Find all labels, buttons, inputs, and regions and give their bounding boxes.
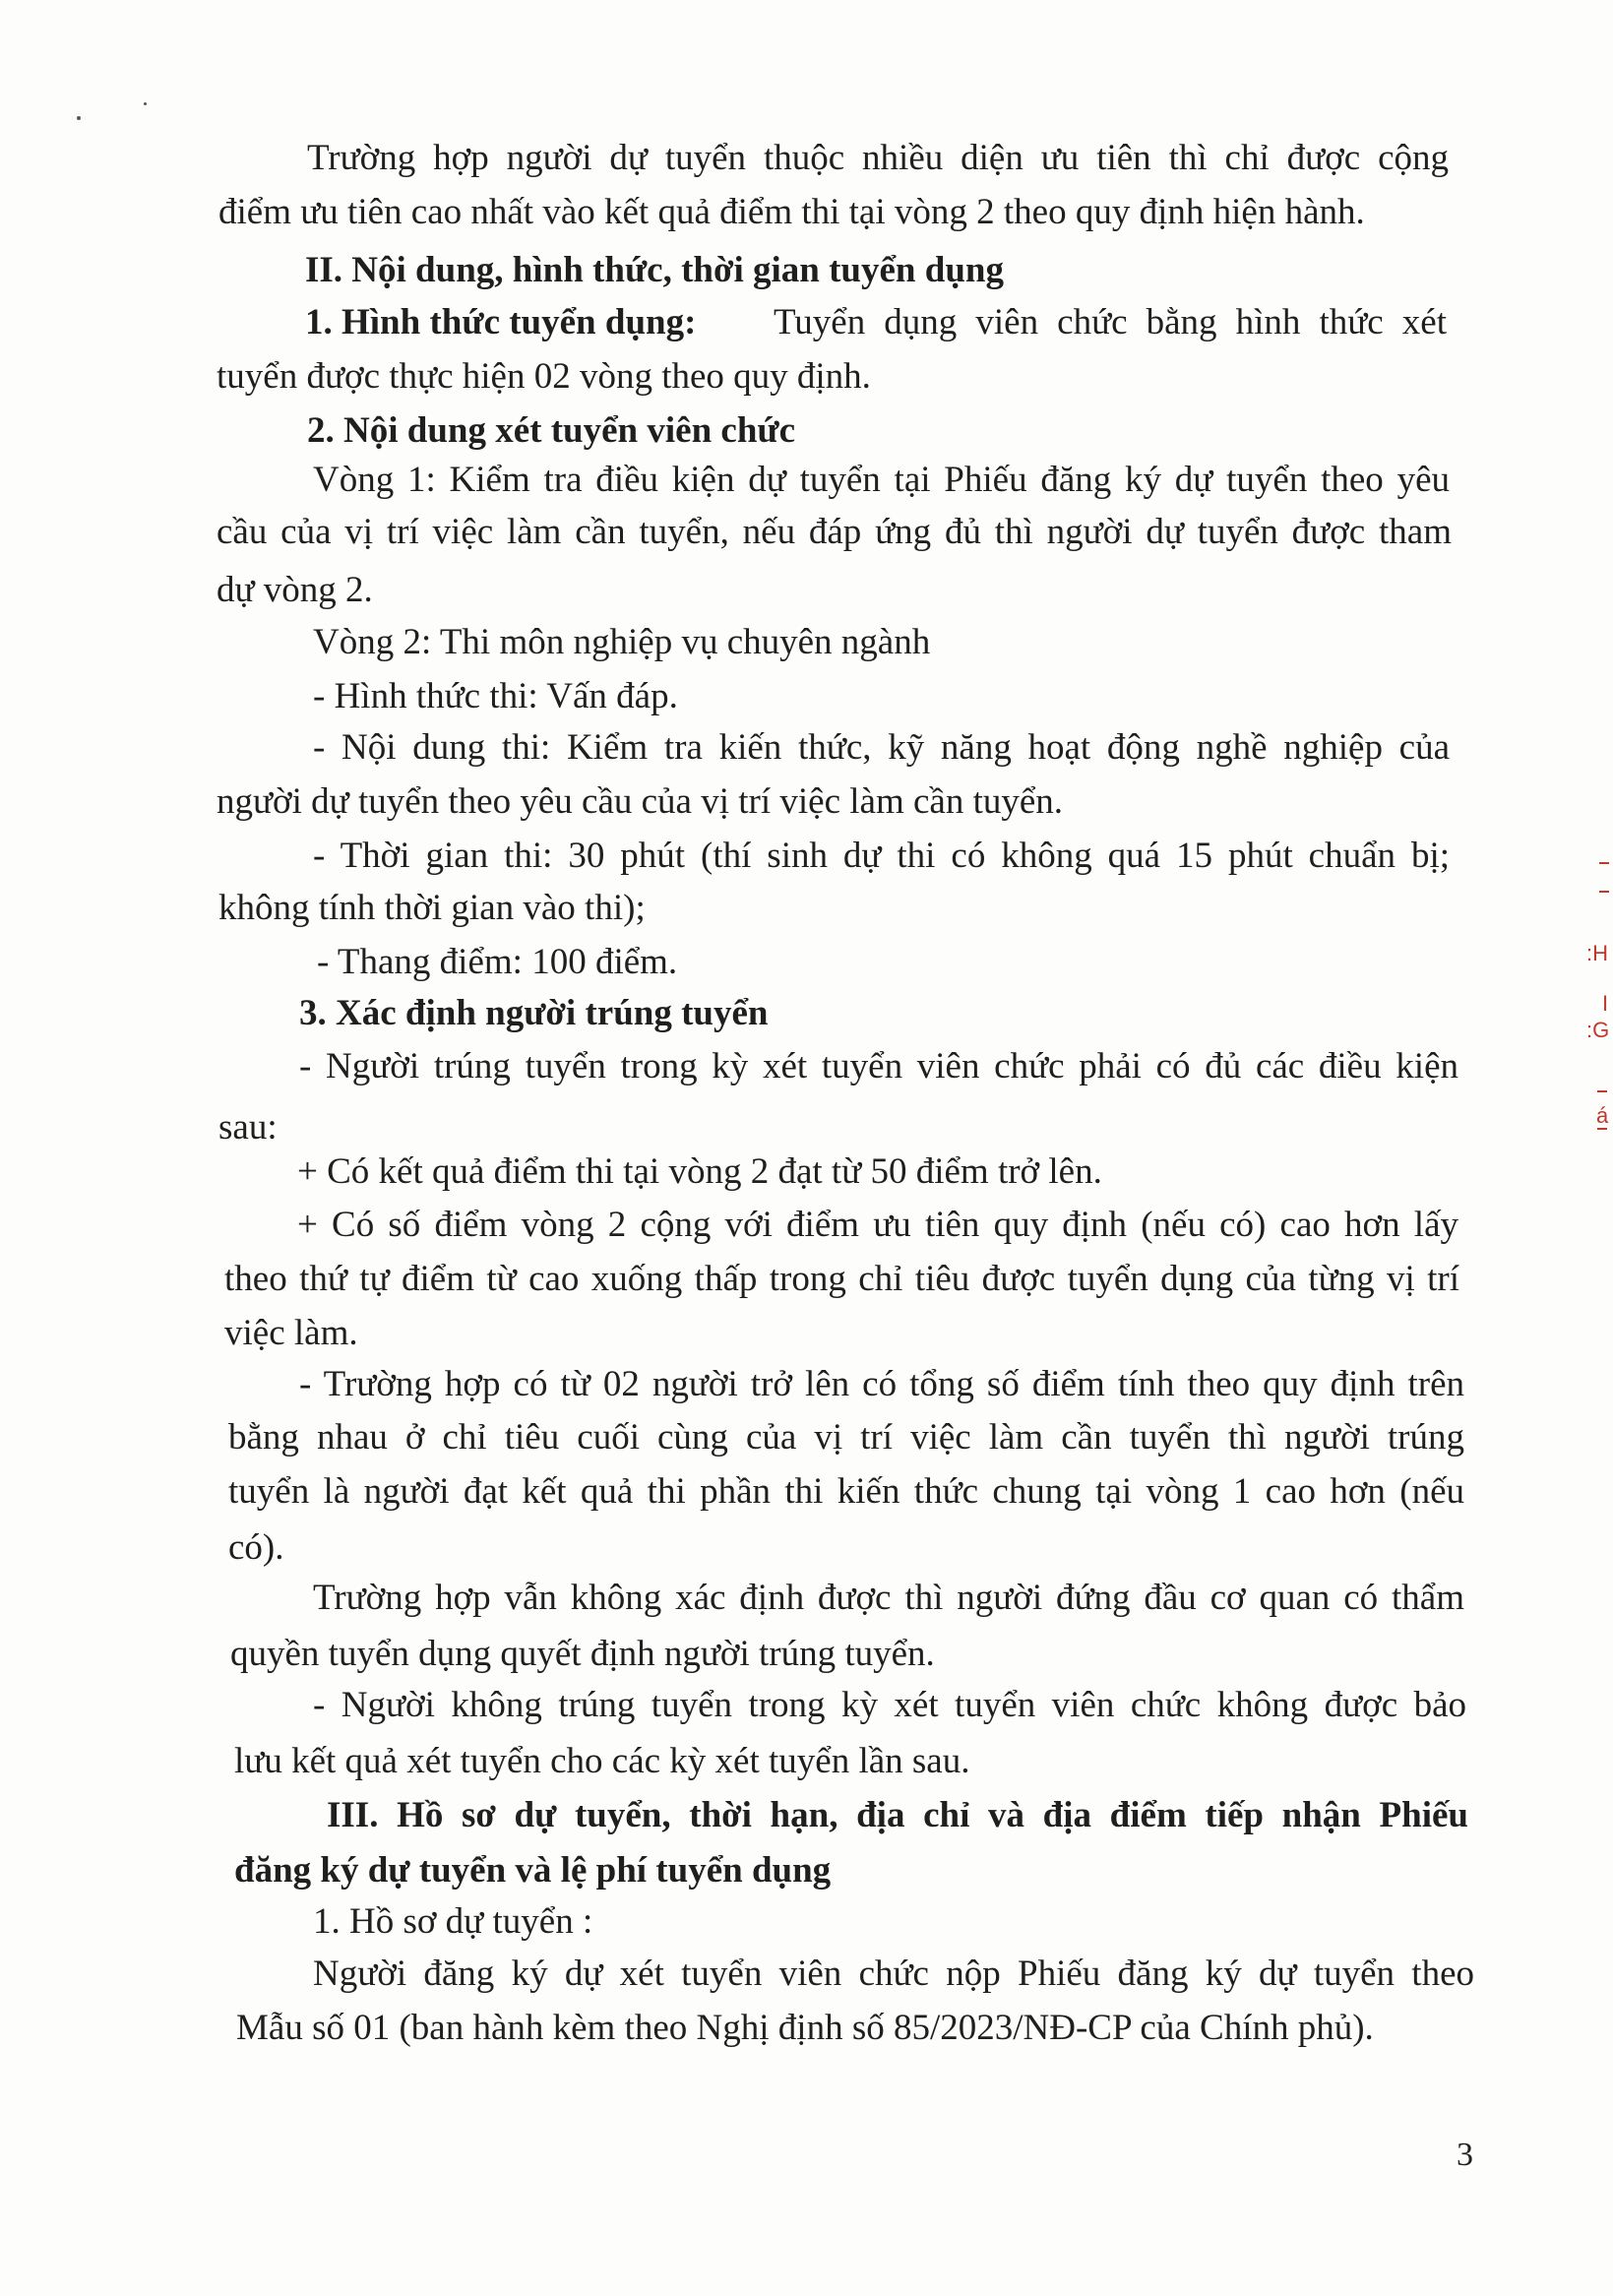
body-line: điểm ưu tiên cao nhất vào kết quả điểm thi tại vòng 2 theo quy định hiện hành. xyxy=(218,192,1365,232)
stamp-edge-mark xyxy=(1597,1128,1607,1130)
body-line: - Hình thức thi: Vấn đáp. xyxy=(313,676,678,716)
body-line: Vòng 2: Thi môn nghiệp vụ chuyên ngành xyxy=(313,622,931,662)
body-line: tuyển là người đạt kết quả thi phần thi kiến thức chung tại vòng 1 cao hơn (nếu xyxy=(228,1471,1464,1512)
body-line: Người đăng ký dự xét tuyển viên chức nộp Phiếu đăng ký dự tuyển theo xyxy=(313,1954,1474,1994)
body-line: - Thang điểm: 100 điểm. xyxy=(317,942,678,982)
body-line: có). xyxy=(228,1527,284,1568)
body-line: - Nội dung thi: Kiểm tra kiến thức, kỹ năng hoạt động nghề nghiệp của xyxy=(313,727,1450,768)
subsection-heading: 1. Hồ sơ dự tuyển : xyxy=(313,1901,593,1942)
body-line: - Trường hợp có từ 02 người trở lên có tổng số điểm tính theo quy định trên xyxy=(299,1364,1464,1404)
body-line: tuyển được thực hiện 02 vòng theo quy định. xyxy=(217,356,871,397)
body-line: Vòng 1: Kiểm tra điều kiện dự tuyển tại Phiếu đăng ký dự tuyển theo yêu xyxy=(313,460,1450,500)
body-line: Mẫu số 01 (ban hành kèm theo Nghị định số 85/2023/NĐ-CP của Chính phủ). xyxy=(236,2008,1374,2048)
stamp-edge-mark xyxy=(1599,862,1609,864)
body-line: việc làm. xyxy=(224,1313,358,1353)
body-line: cầu của vị trí việc làm cần tuyển, nếu đáp ứng đủ thì người dự tuyển được tham xyxy=(217,512,1452,552)
subsection-heading: 1. Hình thức tuyển dụng: xyxy=(305,302,697,342)
stamp-edge-mark xyxy=(1597,1090,1607,1092)
body-line: theo thứ tự điểm từ cao xuống thấp trong chỉ tiêu được tuyển dụng của từng vị trí xyxy=(224,1259,1459,1299)
body-line: - Người không trúng tuyển trong kỳ xét tuyển viên chức không được bảo xyxy=(313,1685,1466,1725)
body-line: dự vòng 2. xyxy=(217,570,373,610)
body-line: không tính thời gian vào thi); xyxy=(218,888,646,928)
body-line: bằng nhau ở chỉ tiêu cuối cùng của vị trí việc làm cần tuyển thì người trúng xyxy=(228,1417,1464,1458)
body-line: Trường hợp vẫn không xác định được thì người đứng đầu cơ quan có thẩm xyxy=(313,1578,1464,1618)
stamp-edge-text: :H xyxy=(1586,941,1608,965)
body-line: người dự tuyển theo yêu cầu của vị trí việc làm cần tuyển. xyxy=(217,781,1064,822)
body-line: sau: xyxy=(218,1107,278,1148)
body-line: Trường hợp người dự tuyển thuộc nhiều diện ưu tiên thì chỉ được cộng xyxy=(307,138,1449,178)
subsection-heading: 3. Xác định người trúng tuyển xyxy=(299,993,769,1033)
section-heading: II. Nội dung, hình thức, thời gian tuyển dụng xyxy=(305,250,1004,290)
body-line: + Có số điểm vòng 2 cộng với điểm ưu tiên quy định (nếu có) cao hơn lấy xyxy=(297,1205,1458,1245)
body-line: + Có kết quả điểm thi tại vòng 2 đạt từ 50 điểm trở lên. xyxy=(297,1151,1102,1192)
stamp-edge-text: á xyxy=(1596,1103,1609,1128)
section-heading: III. Hồ sơ dự tuyển, thời hạn, địa chỉ và địa điểm tiếp nhận Phiếu xyxy=(327,1795,1468,1835)
stamp-edge-mark xyxy=(1599,891,1609,893)
body-line: quyền tuyển dụng quyết định người trúng tuyển. xyxy=(230,1634,935,1674)
body-line: lưu kết quả xét tuyển cho các kỳ xét tuyển lần sau. xyxy=(234,1741,970,1781)
scan-speck xyxy=(144,102,147,105)
stamp-edge-text: I xyxy=(1602,991,1609,1016)
section-heading: đăng ký dự tuyển và lệ phí tuyển dụng xyxy=(234,1850,832,1891)
body-line: - Người trúng tuyển trong kỳ xét tuyển viên chức phải có đủ các điều kiện xyxy=(299,1046,1458,1086)
body-line: - Thời gian thi: 30 phút (thí sinh dự thi có không quá 15 phút chuẩn bị; xyxy=(313,836,1450,876)
scan-speck xyxy=(77,116,81,120)
stamp-edge-text: :G xyxy=(1586,1018,1610,1042)
body-line: Tuyển dụng viên chức bằng hình thức xét xyxy=(774,302,1447,342)
subsection-heading: 2. Nội dung xét tuyển viên chức xyxy=(307,410,796,451)
page-number: 3 xyxy=(1457,2137,1473,2173)
